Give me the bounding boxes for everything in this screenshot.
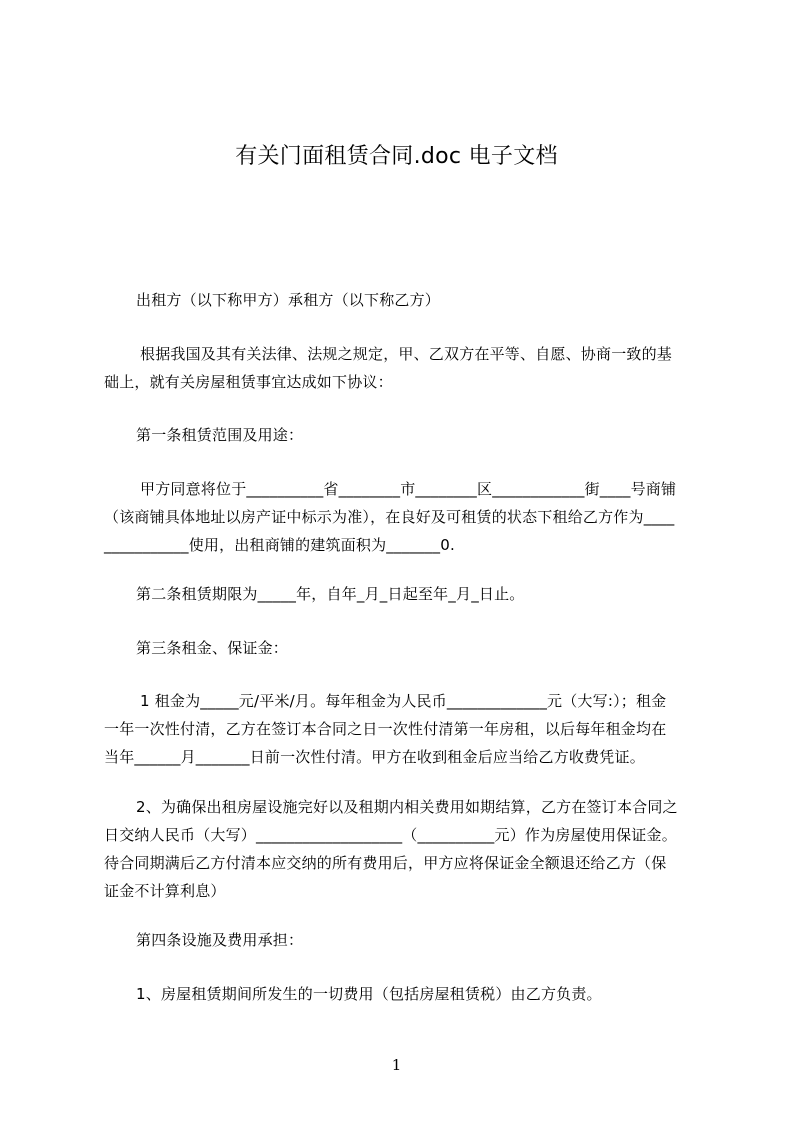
paragraph-article-4-item-1 <box>104 980 704 1008</box>
text-line: 出租方（以下称甲方）承租方（以下称乙方） <box>136 291 441 309</box>
heading-article-1 <box>104 421 704 449</box>
paragraph-rent <box>104 687 704 771</box>
document-title: 有关门面租赁合同.doc 电子文档 <box>235 144 558 169</box>
paragraph-deposit <box>104 793 704 905</box>
text-line: 第四条设施及费用承担： <box>136 931 304 949</box>
heading-article-3 <box>104 634 704 662</box>
text-line: 1 租金为_____元/平米/月。每年租金为人民币_____________元（大写:）；租金 <box>140 692 667 710</box>
text-line: 证金不计算利息） <box>104 882 226 900</box>
paragraph-preamble <box>104 340 704 396</box>
text-line: 2、为确保出租房屋设施完好以及租期内相关费用如期结算，乙方在签订本合同之 <box>136 798 678 816</box>
text-line: 第三条租金、保证金： <box>136 639 289 657</box>
text-line: 根据我国及其有关法律、法规之规定，甲、乙双方在平等、自愿、协商一致的基 <box>140 345 673 363</box>
heading-article-4 <box>104 926 704 954</box>
paragraph-article-1-body <box>104 475 704 559</box>
text-line: （该商铺具体地址以房产证中标示为准），在良好及可租赁的状态下租给乙方作为____ <box>104 508 675 526</box>
text-line: 日交纳人民币（大写）___________________（__________元）作为房屋使用保证金。 <box>104 826 677 844</box>
text-line: 础上，就有关房屋租赁事宜达成如下协议： <box>104 373 393 391</box>
text-line: 甲方同意将位于__________省________市________区____________街____号商铺 <box>140 480 677 498</box>
text-line: 一年一次性付清，乙方在签订本合同之日一次性付清第一年房租，以后每年租金均在 <box>104 720 667 738</box>
text-line: 第二条租赁期限为_____年，自年_月_日起至年_月_日止。 <box>136 585 525 603</box>
paragraph-parties <box>104 286 704 314</box>
text-line: 1、房屋租赁期间所发生的一切费用（包括房屋租赁税）由乙方负责。 <box>136 985 602 1003</box>
text-line: 待合同期满后乙方付清本应交纳的所有费用后，甲方应将保证金全额退还给乙方（保 <box>104 854 667 872</box>
text-line: 第一条租赁范围及用途： <box>136 426 304 444</box>
text-line: ___________使用，出租商铺的建筑面积为_______0. <box>104 536 455 554</box>
text-line: 当年______月_______日前一次性付清。甲方在收到租金后应当给乙方收费凭证。 <box>104 748 645 766</box>
page-number: 1 <box>391 1056 402 1074</box>
heading-article-2 <box>104 580 704 608</box>
